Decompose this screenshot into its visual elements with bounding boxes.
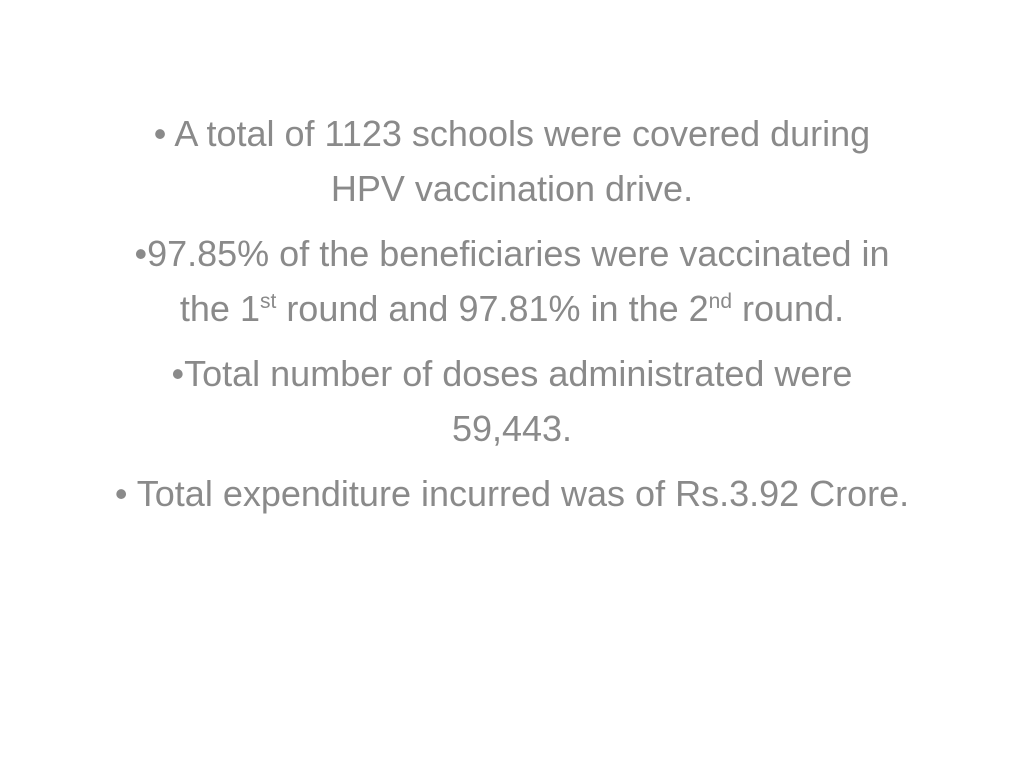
bullet-vaccination-rate <box>30 226 994 336</box>
superscript-nd: nd <box>708 290 733 313</box>
bullet-rate-part4: round. <box>732 288 845 329</box>
bullet-rate-part2: the 1 <box>179 288 260 329</box>
bullet-expenditure-line1: • Total expenditure incurred was of Rs.3.92 Crore. <box>114 473 910 514</box>
bullet-total-doses <box>30 346 994 456</box>
slide-body <box>30 106 994 531</box>
bullet-doses-line1: •Total number of doses administrated were <box>171 353 853 394</box>
bullet-rate-part3: round and 97.81% in the 2 <box>276 288 709 329</box>
bullet-schools-line1: • A total of 1123 schools were covered during <box>153 113 871 154</box>
bullet-doses-line2: 59,443. <box>451 408 573 449</box>
bullet-schools-covered <box>30 106 994 216</box>
superscript-st: st <box>259 290 277 313</box>
bullet-schools-line2: HPV vaccination drive. <box>330 168 694 209</box>
bullet-total-expenditure <box>30 466 994 521</box>
bullet-rate-line1: •97.85% of the beneficiaries were vaccinated in <box>134 233 890 274</box>
